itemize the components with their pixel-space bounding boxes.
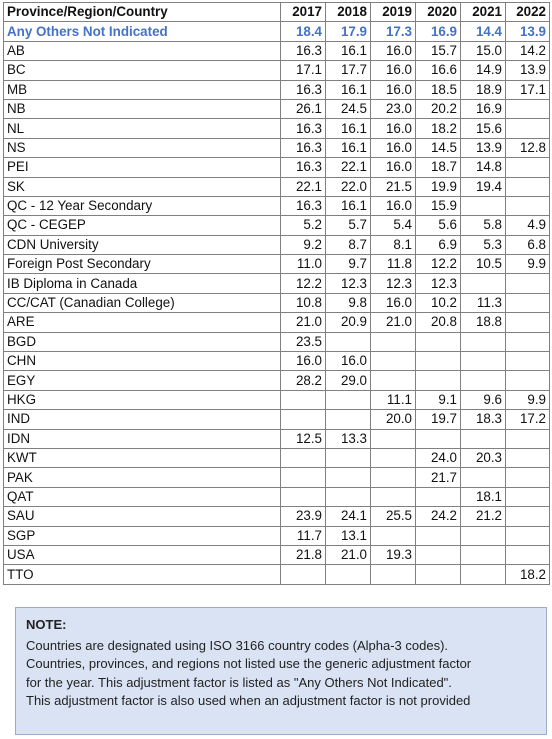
region-cell: IND (4, 410, 281, 429)
factor-cell: 4.9 (506, 216, 550, 235)
factor-cell: 16.0 (326, 352, 371, 371)
note-title: NOTE: (26, 617, 67, 632)
factor-cell: 15.9 (416, 196, 461, 215)
factor-cell: 12.5 (281, 429, 326, 448)
factor-cell: 16.0 (371, 80, 416, 99)
factor-cell (461, 196, 506, 215)
factor-cell: 16.0 (371, 158, 416, 177)
factor-cell: 5.6 (416, 216, 461, 235)
factor-cell: 25.5 (371, 507, 416, 526)
region-cell: CC/CAT (Canadian College) (4, 293, 281, 312)
table-row (4, 22, 550, 41)
factor-cell: 23.5 (281, 332, 326, 351)
factor-cell (506, 507, 550, 526)
factor-cell: 16.3 (281, 41, 326, 60)
factor-cell: 12.3 (326, 274, 371, 293)
header-year: 2022 (506, 3, 550, 22)
factor-cell: 9.6 (461, 390, 506, 409)
factor-cell: 9.7 (326, 255, 371, 274)
factor-cell: 9.8 (326, 293, 371, 312)
factor-cell (506, 196, 550, 215)
factor-cell: 6.8 (506, 235, 550, 254)
table-row (4, 177, 550, 196)
factor-cell: 11.8 (371, 255, 416, 274)
region-cell: IB Diploma in Canada (4, 274, 281, 293)
factor-cell: 24.2 (416, 507, 461, 526)
table-row (4, 196, 550, 215)
factor-cell (281, 390, 326, 409)
factor-cell: 22.1 (326, 158, 371, 177)
factor-cell (326, 487, 371, 506)
region-cell: USA (4, 545, 281, 564)
factor-cell: 18.4 (281, 22, 326, 41)
factor-cell: 21.2 (461, 507, 506, 526)
factor-cell (461, 371, 506, 390)
factor-cell: 15.6 (461, 119, 506, 138)
table-row (4, 565, 550, 584)
factor-cell (326, 390, 371, 409)
factor-cell: 18.5 (416, 80, 461, 99)
factor-cell (416, 545, 461, 564)
factor-cell: 24.5 (326, 99, 371, 118)
region-cell: NB (4, 99, 281, 118)
factor-cell (371, 352, 416, 371)
factor-cell: 16.0 (371, 119, 416, 138)
factor-cell: 16.1 (326, 80, 371, 99)
factor-cell: 16.0 (371, 41, 416, 60)
factor-cell (281, 410, 326, 429)
factor-cell: 11.7 (281, 526, 326, 545)
note-line: Countries are designated using ISO 3166 country codes (Alpha-3 codes). (26, 637, 449, 653)
region-cell: SAU (4, 507, 281, 526)
region-cell: SK (4, 177, 281, 196)
factor-cell: 16.0 (371, 293, 416, 312)
factor-cell (416, 487, 461, 506)
factor-cell: 10.8 (281, 293, 326, 312)
factor-cell: 22.1 (281, 177, 326, 196)
factor-cell: 12.2 (281, 274, 326, 293)
factor-cell (506, 158, 550, 177)
region-cell: QC - 12 Year Secondary (4, 196, 281, 215)
factor-cell (281, 448, 326, 467)
factor-cell (371, 526, 416, 545)
factor-cell: 5.7 (326, 216, 371, 235)
factor-cell: 12.8 (506, 138, 550, 157)
factor-cell: 16.6 (416, 61, 461, 80)
factor-cell (416, 352, 461, 371)
table-row (4, 371, 550, 390)
factor-cell: 21.0 (326, 545, 371, 564)
factor-cell: 16.1 (326, 41, 371, 60)
region-cell: BC (4, 61, 281, 80)
factor-cell: 15.7 (416, 41, 461, 60)
factor-cell: 11.3 (461, 293, 506, 312)
region-cell: QAT (4, 487, 281, 506)
factor-cell: 11.0 (281, 255, 326, 274)
table-row (4, 80, 550, 99)
region-cell: MB (4, 80, 281, 99)
factor-cell (461, 526, 506, 545)
factor-cell: 18.9 (461, 80, 506, 99)
factor-cell: 16.1 (326, 119, 371, 138)
factor-cell (506, 332, 550, 351)
factor-cell: 17.3 (371, 22, 416, 41)
factor-cell: 17.2 (506, 410, 550, 429)
region-cell: EGY (4, 371, 281, 390)
factor-cell (326, 332, 371, 351)
table-row (4, 487, 550, 506)
factor-cell: 20.9 (326, 313, 371, 332)
factor-cell: 13.9 (506, 61, 550, 80)
factor-cell (371, 487, 416, 506)
factor-cell: 21.0 (281, 313, 326, 332)
factor-cell (506, 448, 550, 467)
factor-cell: 5.4 (371, 216, 416, 235)
factor-cell: 10.5 (461, 255, 506, 274)
factor-cell: 20.8 (416, 313, 461, 332)
header-region: Province/Region/Country (4, 3, 281, 22)
factor-cell (506, 545, 550, 564)
factor-cell (371, 371, 416, 390)
note-line: Countries, provinces, and regions not listed use the generic adjustment factor (26, 656, 472, 671)
factor-cell: 16.9 (461, 99, 506, 118)
header-year: 2017 (281, 3, 326, 22)
factor-cell: 20.0 (371, 410, 416, 429)
factor-cell: 13.1 (326, 526, 371, 545)
factor-cell: 8.1 (371, 235, 416, 254)
factor-cell (371, 429, 416, 448)
factor-cell (461, 545, 506, 564)
factor-cell: 23.9 (281, 507, 326, 526)
factor-cell (281, 468, 326, 487)
region-cell: NL (4, 119, 281, 138)
factor-cell: 28.2 (281, 371, 326, 390)
factor-cell: 12.3 (416, 274, 461, 293)
factor-cell: 17.9 (326, 22, 371, 41)
region-cell: QC - CEGEP (4, 216, 281, 235)
region-cell: SGP (4, 526, 281, 545)
table-row (4, 352, 550, 371)
factor-cell: 21.0 (371, 313, 416, 332)
region-cell: KWT (4, 448, 281, 467)
factor-cell: 16.3 (281, 80, 326, 99)
region-cell: PEI (4, 158, 281, 177)
table-row (4, 41, 550, 60)
note-line: for the year. This adjustment factor is listed as "Any Others Not Indicated". (26, 674, 452, 690)
note-box (15, 607, 547, 735)
factor-cell (506, 99, 550, 118)
factor-cell: 19.3 (371, 545, 416, 564)
factor-cell: 29.0 (326, 371, 371, 390)
factor-cell: 18.2 (416, 119, 461, 138)
factor-cell: 9.2 (281, 235, 326, 254)
factor-cell: 13.3 (326, 429, 371, 448)
factor-cell: 16.0 (281, 352, 326, 371)
factor-cell: 5.2 (281, 216, 326, 235)
factor-cell: 21.5 (371, 177, 416, 196)
table-row (4, 99, 550, 118)
region-cell: Foreign Post Secondary (4, 255, 281, 274)
factor-cell (461, 352, 506, 371)
factor-cell (281, 565, 326, 584)
factor-cell (461, 429, 506, 448)
table-row (4, 468, 550, 487)
region-cell: HKG (4, 390, 281, 409)
factor-cell (506, 429, 550, 448)
factor-cell: 24.0 (416, 448, 461, 467)
factor-cell (506, 526, 550, 545)
region-cell: TTO (4, 565, 281, 584)
factor-cell: 9.9 (506, 255, 550, 274)
factor-cell (506, 352, 550, 371)
factor-cell: 9.9 (506, 390, 550, 409)
factor-cell: 13.9 (506, 22, 550, 41)
factor-cell: 14.2 (506, 41, 550, 60)
table-row (4, 138, 550, 157)
factor-cell (326, 448, 371, 467)
table-row (4, 545, 550, 564)
table-row (4, 390, 550, 409)
factor-cell (371, 468, 416, 487)
factor-cell: 18.1 (461, 487, 506, 506)
table-row (4, 216, 550, 235)
factor-cell (326, 410, 371, 429)
factor-cell: 16.9 (416, 22, 461, 41)
factor-cell: 14.9 (461, 61, 506, 80)
adjustment-factor-table (3, 2, 550, 585)
region-cell: IDN (4, 429, 281, 448)
header-year: 2019 (371, 3, 416, 22)
region-cell: PAK (4, 468, 281, 487)
table-row (4, 507, 550, 526)
factor-cell (461, 468, 506, 487)
factor-cell: 18.3 (461, 410, 506, 429)
note-line: This adjustment factor is also used when an adjustment factor is not provided (26, 693, 471, 708)
header-year: 2021 (461, 3, 506, 22)
factor-cell: 16.0 (371, 196, 416, 215)
factor-cell (461, 274, 506, 293)
table-row (4, 429, 550, 448)
factor-cell: 17.7 (326, 61, 371, 80)
factor-cell: 21.8 (281, 545, 326, 564)
factor-cell: 16.1 (326, 196, 371, 215)
factor-cell (506, 274, 550, 293)
table-row (4, 61, 550, 80)
factor-cell (506, 119, 550, 138)
factor-cell (326, 468, 371, 487)
factor-cell (371, 565, 416, 584)
factor-cell: 19.7 (416, 410, 461, 429)
factor-cell: 26.1 (281, 99, 326, 118)
table-row (4, 119, 550, 138)
factor-cell (506, 371, 550, 390)
region-cell: AB (4, 41, 281, 60)
factor-cell: 16.1 (326, 138, 371, 157)
factor-cell (416, 332, 461, 351)
factor-cell: 14.4 (461, 22, 506, 41)
factor-cell: 18.7 (416, 158, 461, 177)
factor-cell (506, 468, 550, 487)
factor-cell: 19.9 (416, 177, 461, 196)
factor-cell: 23.0 (371, 99, 416, 118)
table-row (4, 158, 550, 177)
factor-cell: 6.9 (416, 235, 461, 254)
factor-cell (371, 448, 416, 467)
factor-cell: 8.7 (326, 235, 371, 254)
factor-cell: 13.9 (461, 138, 506, 157)
factor-cell (416, 429, 461, 448)
factor-cell: 16.3 (281, 138, 326, 157)
factor-cell (461, 565, 506, 584)
table-body (4, 22, 550, 584)
header-year: 2018 (326, 3, 371, 22)
table-row (4, 332, 550, 351)
region-cell: CDN University (4, 235, 281, 254)
factor-cell: 18.2 (506, 565, 550, 584)
region-cell: Any Others Not Indicated (4, 22, 281, 41)
table-row (4, 313, 550, 332)
table-row (4, 274, 550, 293)
factor-cell: 14.5 (416, 138, 461, 157)
factor-cell: 21.7 (416, 468, 461, 487)
factor-cell: 22.0 (326, 177, 371, 196)
header-year: 2020 (416, 3, 461, 22)
factor-cell: 20.2 (416, 99, 461, 118)
factor-cell: 10.2 (416, 293, 461, 312)
factor-cell (416, 565, 461, 584)
factor-cell: 17.1 (281, 61, 326, 80)
factor-cell (416, 526, 461, 545)
factor-cell: 12.3 (371, 274, 416, 293)
factor-cell: 16.3 (281, 119, 326, 138)
factor-cell (326, 565, 371, 584)
factor-cell: 11.1 (371, 390, 416, 409)
region-cell: CHN (4, 352, 281, 371)
factor-cell: 19.4 (461, 177, 506, 196)
factor-cell: 16.3 (281, 158, 326, 177)
table-row (4, 255, 550, 274)
factor-cell: 17.1 (506, 80, 550, 99)
factor-cell: 14.8 (461, 158, 506, 177)
factor-cell: 9.1 (416, 390, 461, 409)
factor-cell: 5.3 (461, 235, 506, 254)
table-row (4, 448, 550, 467)
note-text (26, 637, 536, 711)
table-row (4, 410, 550, 429)
factor-cell: 16.0 (371, 61, 416, 80)
table-row (4, 235, 550, 254)
factor-cell: 24.1 (326, 507, 371, 526)
factor-cell (281, 487, 326, 506)
factor-cell: 16.0 (371, 138, 416, 157)
region-cell: BGD (4, 332, 281, 351)
table-row (4, 293, 550, 312)
factor-cell (461, 332, 506, 351)
factor-cell (371, 332, 416, 351)
factor-cell (416, 371, 461, 390)
factor-cell (506, 487, 550, 506)
region-cell: ARE (4, 313, 281, 332)
table-header-row (4, 3, 550, 22)
factor-cell: 12.2 (416, 255, 461, 274)
factor-cell (506, 293, 550, 312)
factor-cell (506, 313, 550, 332)
factor-cell: 20.3 (461, 448, 506, 467)
region-cell: NS (4, 138, 281, 157)
table-row (4, 526, 550, 545)
factor-cell: 5.8 (461, 216, 506, 235)
factor-cell: 16.3 (281, 196, 326, 215)
factor-cell: 18.8 (461, 313, 506, 332)
factor-cell (506, 177, 550, 196)
factor-cell: 15.0 (461, 41, 506, 60)
